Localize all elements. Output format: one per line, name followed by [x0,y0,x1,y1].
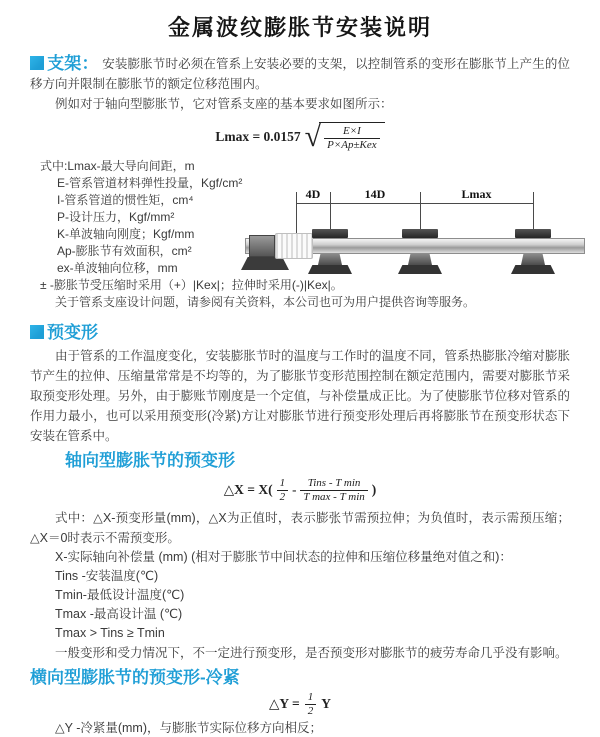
axial-note: Tmax > Tins ≥ Tmin [55,626,165,640]
definition-line: 关于管系支座设计问题，请参阅有关资料，本公司也可为用户提供咨询等服务。 [55,295,476,309]
axial-note: Tmax -最高设计温 (℃) [55,607,183,621]
axial-formula [30,474,570,506]
axial-note: X-实际轴向补偿量 (mm) (相对于膨胀节中间状态的拉伸和压缩位移量绝对值之和)： [55,550,512,564]
lateral-heading: 横向型膨胀节的预变形-冷紧 [30,668,240,687]
support-neck [408,254,432,265]
half-numerator: 1 [305,691,317,705]
axial-note: Tmin-最低设计温度(℃) [55,588,185,602]
half-denominator: 2 [279,490,286,503]
half-numerator: 1 [277,477,289,491]
lateral-half-fraction [305,691,317,718]
predeform-heading-row [30,323,570,343]
definition-line: E-管系管道材料弹性投量，Kgf/cm² [57,176,243,190]
lmax-fraction-numerator: E×I [324,125,380,139]
definition-line: ex-单波轴向位移，mm [57,261,178,275]
predeform-heading: 预变形 [47,323,98,342]
lmax-fraction [324,125,380,152]
support-neck [521,254,545,265]
definition-line: I-管系管道的惯性矩，cm⁴ [57,193,194,207]
definition-line: Ap-膨胀节有效面积，cm² [57,244,192,258]
predeform-body-text: 由于管系的工作温度变化，安装膨胀节时的温度与工作时的温度不同，管系热膨胀冷缩对膨胀节产生的拉伸、压缩量常常是不均等的，为了膨胀节变形范围控制在额定范围内，需要对膨胀节采取预变形处理。另外，由于膨账节刚度是一个定值，与补偿量成正比。为了使膨胀节位移对管系的作用力最小，也可以采用预变形(冷紧)方让对膨胀节进行预变形处理后再将膨胀节在预变形状态下安装在管系中。 [30,349,570,443]
definition-line: P-设计压力，Kgf/mm² [57,210,175,224]
support-intro-text: 安装膨胀节时必须在管系上安装必要的支架，以控制管系的变形在膨胀节上产生的位移方向并限制在膨胀节的额定位移范围内。 [30,57,570,91]
axial-note: 一般变形和受力情况下，不一定进行预变形，是否预变形对膨胀节的疲劳寿命几乎没有影响。 [55,646,568,660]
lmax-formula-lhs: Lmax = 0.0157 [215,129,301,144]
lmax-fraction-denominator: P×Ap±Kex [327,139,377,151]
section-support [30,54,570,94]
axial-formula-close: ) [371,482,377,497]
lateral-note: △Y -冷紧量(mm)，与膨胀节实际位移方向相反； [55,721,323,735]
axial-formula-note: 式中：△X-预变形量(mm)，△X为正值时，表示膨张节需预拉伸；为负值时，表示需预压缩；△X＝0时表示不需预变形。 [30,511,570,545]
support-base [511,265,555,274]
definition-line: 式中:Lmax-最大导向间距，m [40,159,195,173]
pipe-support [398,229,442,275]
axial-formula-lhs: △X = X( [223,482,273,497]
dim-label-14d: 14D [364,187,386,201]
axial-heading: 轴向型膨胀节的预变形 [65,451,235,470]
axial-temp-fraction [300,477,367,504]
dimension-line [296,203,533,204]
temp-denominator: T max - T min [303,490,365,503]
definition-line: ± -膨胀节受压缩时采用（+）|Kex|；拉伸时采用(-)|Kex|。 [40,278,343,292]
minus-operator: - [292,482,297,497]
section-predeform [30,323,570,446]
support-requirement-diagram [245,188,597,280]
definitions-and-diagram [30,158,570,313]
lateral-formula [30,691,570,717]
support-base [398,265,442,274]
axial-note: Tins -安装温度(℃) [55,569,159,583]
radical-icon: √ [304,120,322,153]
support-base [308,265,352,274]
support-heading: 支架： [47,54,99,73]
lmax-formula [30,118,570,156]
lateral-formula-lhs: △Y = [269,696,300,711]
dim-label-lmax: Lmax [461,187,492,201]
pipe-support [511,229,555,275]
support-example-text: 例如对于轴向型膨胀节，它对管系支座的基本要求如图所示： [55,97,393,111]
support-clamp [402,229,438,238]
page-title: 金属波纹膨胀节安装说明 [167,15,432,40]
section-marker-icon [30,56,44,70]
section-marker-icon [30,325,44,339]
lmax-radicand [319,122,385,152]
support-neck [318,254,342,265]
support-clamp [515,229,551,238]
sqrt-symbol [305,122,385,152]
dim-label-4d: 4D [305,187,321,201]
support-clamp [312,229,348,238]
pipe-anchor [249,235,275,257]
axial-half-fraction [277,477,289,504]
temp-numerator: Tins - T min [300,477,367,491]
half-denominator: 2 [307,704,314,717]
pipe-support [308,229,352,275]
definition-line: K-单波轴向刚度；Kgf/mm [57,227,195,241]
lateral-formula-rhs: Y [321,696,331,711]
